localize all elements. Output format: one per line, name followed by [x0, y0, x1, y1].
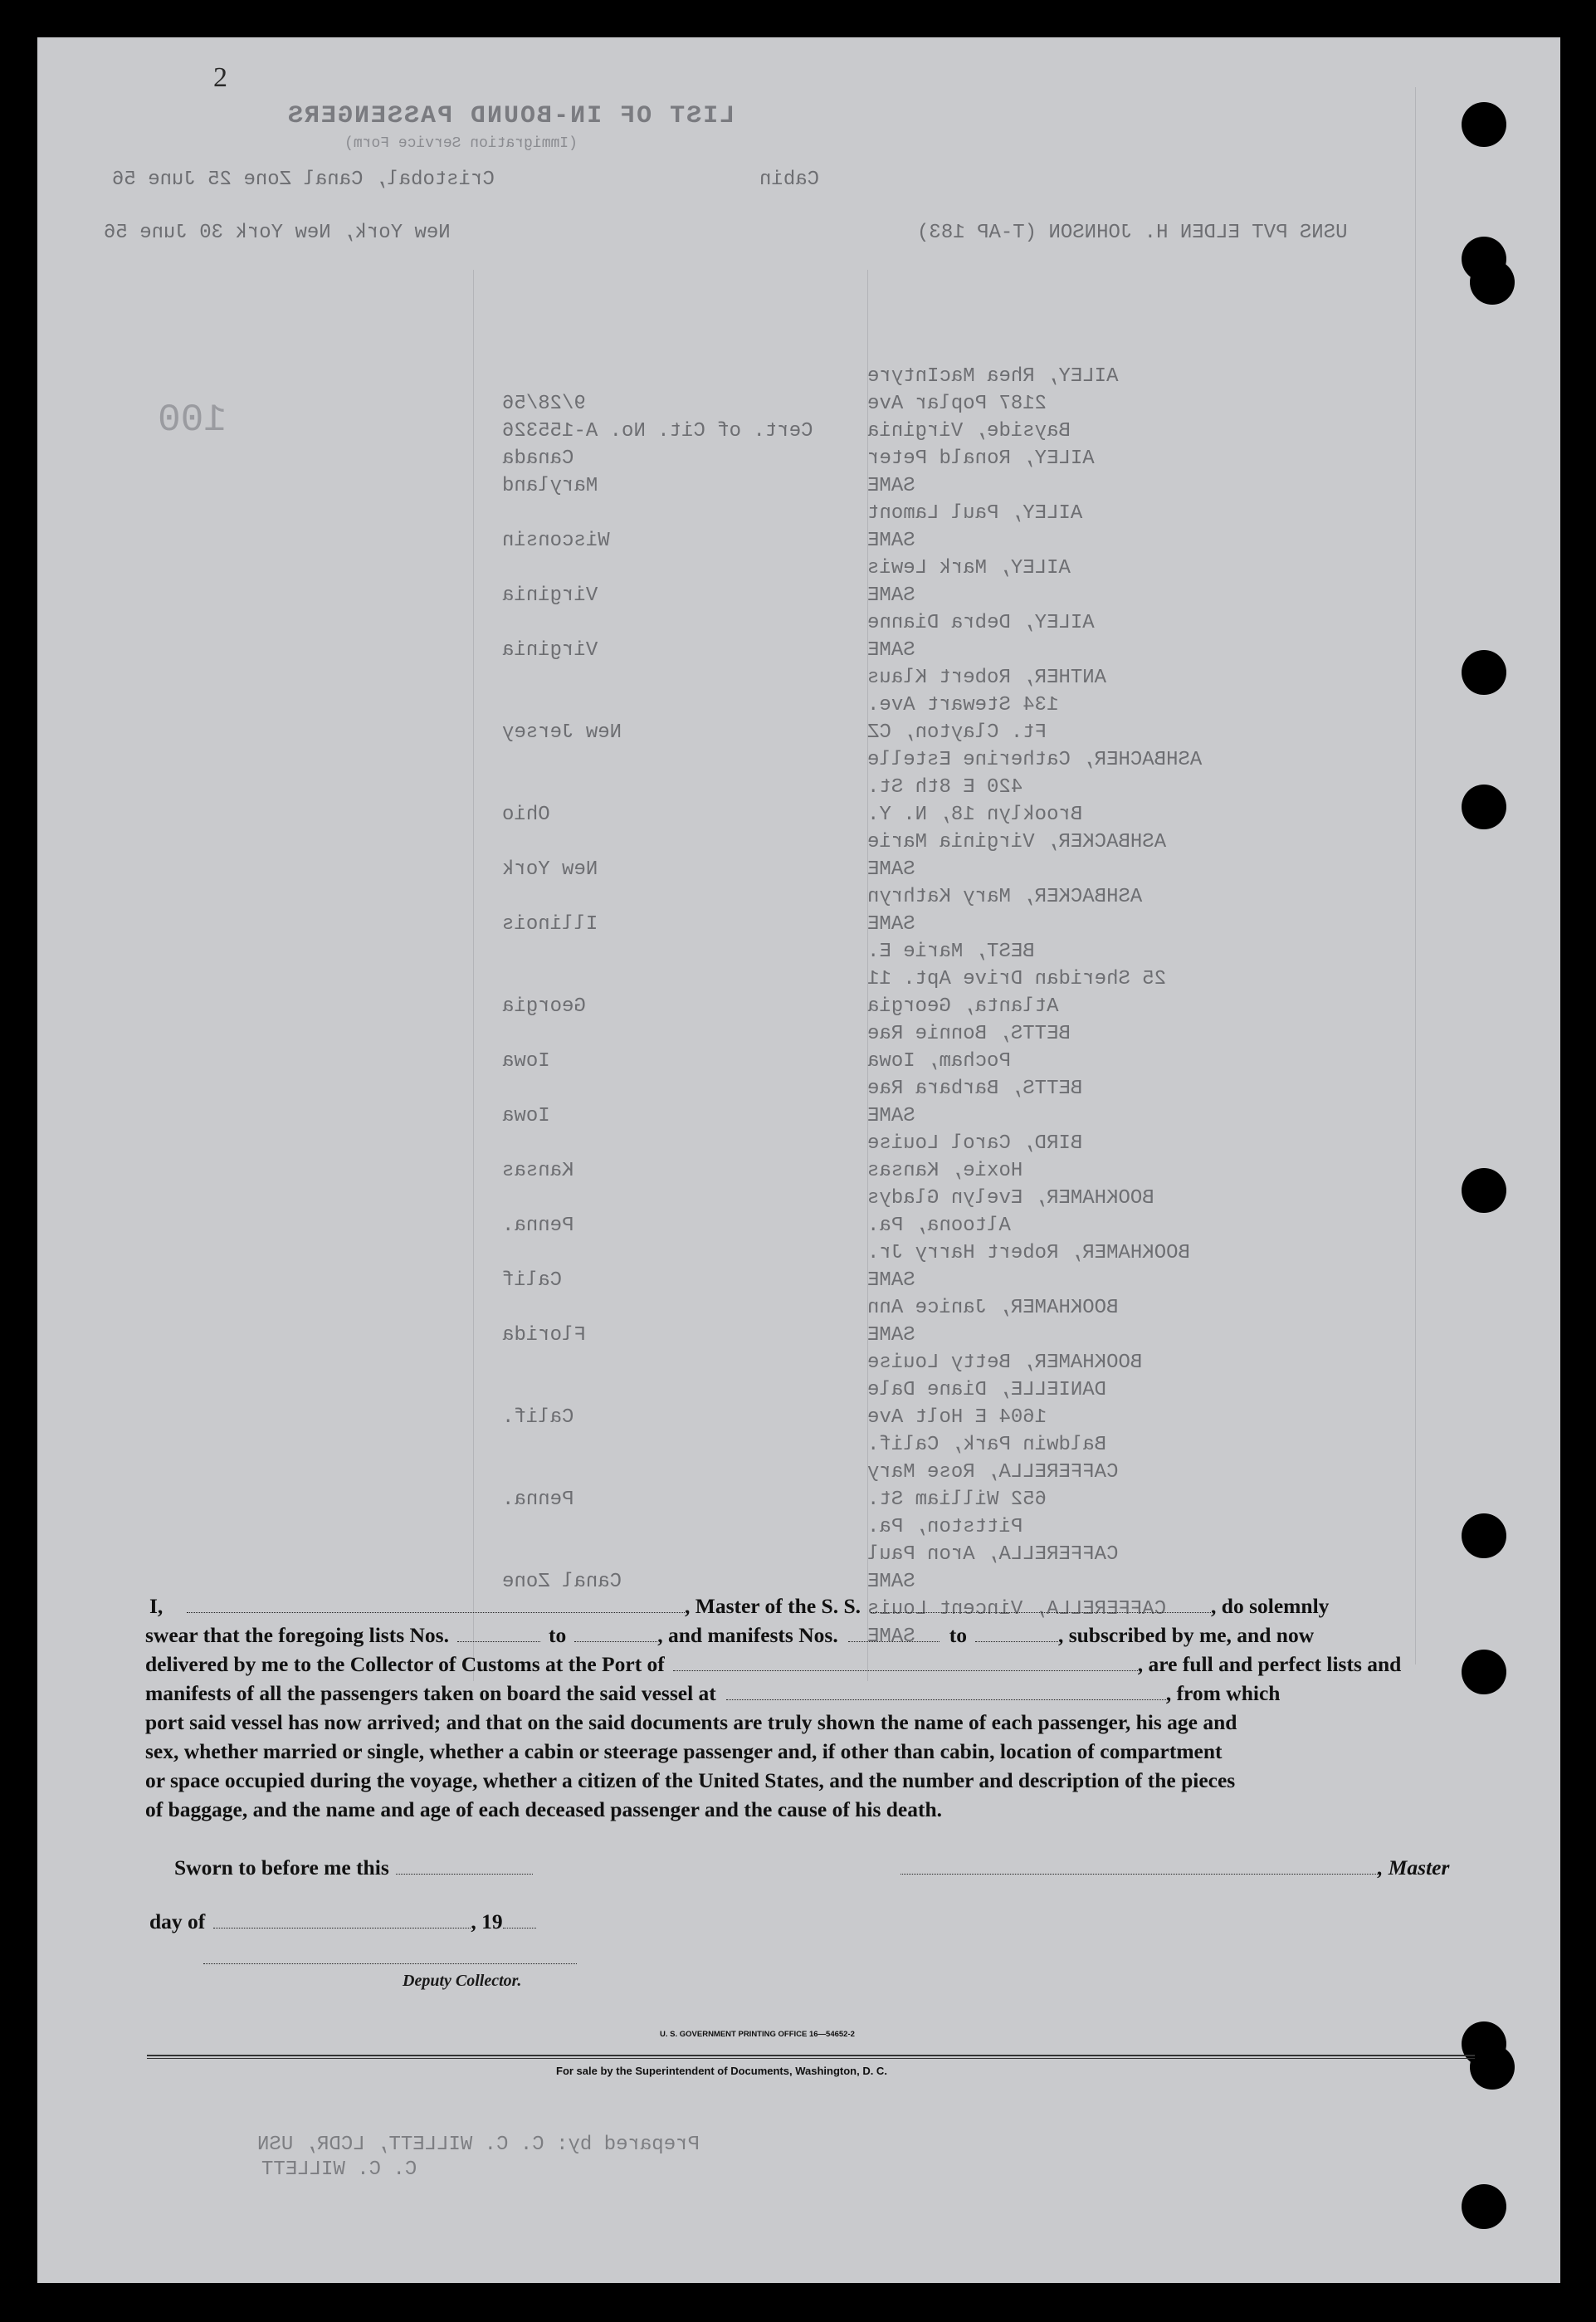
ghost-entry-state: Ohio [502, 804, 550, 826]
ghost-entry-text: AILEY, Paul Lamont [867, 502, 1083, 525]
oath-port-label: delivered by me to the Collector of Customs at the Port of [145, 1652, 665, 1676]
ghost-departure: Cristobal, Canal Zone 25 June 56 [112, 169, 495, 191]
ghost-entry-state: Wisconsin [502, 530, 610, 552]
ghost-entry-state: Virginia [502, 639, 598, 662]
manifest-to-blank[interactable] [975, 1625, 1058, 1642]
ghost-stamp-number: 100 [158, 398, 227, 442]
ghost-entry-text: Bayside, Virginia [867, 420, 1071, 442]
ghost-column-rule [473, 270, 474, 1681]
punch-hole [1462, 1513, 1506, 1558]
ghost-entry-state: 9/28/56 [502, 393, 586, 415]
for-sale-note: For sale by the Superintendent of Documents, Washington, D. C. [556, 2065, 887, 2077]
oath-line-4 [145, 1681, 1469, 1706]
deputy-signature-blank[interactable] [203, 1963, 577, 1964]
sworn-line [174, 1855, 533, 1880]
ghost-entry-state: Calif. [502, 1406, 574, 1429]
ghost-entry-state: Illinois [502, 913, 598, 936]
oath-line-1 [149, 1594, 1473, 1619]
ghost-entry-text: Hoxie, Kansas [867, 1160, 1023, 1182]
ghost-entry-text: Brooklyn 18, N. Y. [867, 804, 1083, 826]
ghost-entry-state: Kansas [502, 1160, 574, 1182]
ghost-entry-text: BOOKHAMER, Evelyn Gladys [867, 1187, 1154, 1210]
ghost-entry-text: DANIELLE, Diane Dale [867, 1379, 1107, 1401]
oath-line-3 [145, 1652, 1469, 1677]
oath-line-6: sex, whether married or single, whether a cabin or steerage passenger and, if other than cabin, location of compartment [145, 1739, 1223, 1763]
master-signature-blank[interactable] [900, 1857, 1378, 1875]
ghost-entry-state: Iowa [502, 1050, 550, 1073]
ghost-column-rule [1415, 87, 1416, 1665]
printing-office-note: U. S. GOVERNMENT PRINTING OFFICE 16—54652-2 [660, 2030, 855, 2039]
ghost-list-subtitle: (Immigration Service Form) [344, 135, 578, 152]
ghost-entry-state: Maryland [502, 475, 598, 497]
ghost-entry-text: ASHBACKER, Mary Kathryn [867, 886, 1143, 908]
ghost-entry-text: SAME [867, 1324, 915, 1347]
ghost-entry-text: CAFFERELLA, Rose Mary [867, 1461, 1119, 1484]
ghost-entry-text: Baldwin Park, Calif. [867, 1434, 1107, 1456]
oath-line-7: or space occupied during the voyage, whether a citizen of the United States, and the number and description of the pieces [145, 1768, 1236, 1792]
ghost-entry-text: AILEY, Debra Dianne [867, 612, 1095, 634]
ghost-entry-text: SAME [867, 584, 915, 607]
ghost-class: Cabin [759, 169, 820, 191]
port-blank[interactable] [673, 1654, 1138, 1671]
ghost-entry-text: AILEY, Rhea MacIntyre [867, 365, 1119, 388]
oath-to-label-2: to [949, 1623, 967, 1647]
punch-hole [1462, 2184, 1506, 2229]
oath-manifests-label: , and manifests Nos. [657, 1623, 838, 1647]
list-from-blank[interactable] [457, 1625, 540, 1642]
ghost-entry-text: ASHBACHER, Catherine Estelle [867, 749, 1203, 771]
ghost-entry-text: Atlanta, Georgia [867, 995, 1059, 1018]
ghost-entry-text: SAME [867, 1571, 915, 1593]
punch-hole [1470, 2045, 1515, 2090]
ghost-entry-text: SAME [867, 639, 915, 662]
ghost-vessel: USNS PVT ELDEN H. JOHNSON (T-AP 183) [917, 222, 1348, 244]
list-to-blank[interactable] [574, 1625, 657, 1642]
ghost-entry-text: SAME [867, 1269, 915, 1292]
ghost-list-title: LIST OF IN-BOUND PASSENGERS [286, 102, 735, 130]
oath-solemnly: , do solemnly [1211, 1594, 1330, 1618]
ghost-entry-state: Canal Zone [502, 1571, 622, 1593]
ghost-entry-state: Florida [502, 1324, 586, 1347]
oath-line-5: port said vessel has now arrived; and that on the said documents are truly shown the name of each passenger, his age and [145, 1710, 1237, 1734]
sworn-label: Sworn to before me this [174, 1855, 389, 1880]
ghost-entry-text: BETTS, Bonnie Rae [867, 1023, 1071, 1045]
ghost-entry-text: 1604 E Holt Ave [867, 1406, 1047, 1429]
ghost-entry-text: SAME [867, 475, 915, 497]
oath-master-label: , Master of the S. S. [685, 1594, 861, 1618]
deputy-collector-label: Deputy Collector. [403, 1972, 522, 1990]
ship-name-blank[interactable] [871, 1596, 1211, 1613]
ghost-entry-state: Canada [502, 447, 574, 470]
ghost-entry-text: 652 William St. [867, 1489, 1047, 1511]
day-of-line [149, 1909, 536, 1934]
month-blank[interactable] [213, 1911, 471, 1928]
ghost-entry-text: SAME [867, 1105, 915, 1127]
ghost-entry-state: New Jersey [502, 721, 622, 744]
ghost-entry-text: ASHBACKER, Virginia Marie [867, 831, 1167, 853]
oath-taken-label: manifests of all the passengers taken on board the said vessel at [145, 1681, 716, 1705]
ghost-entry-state: Virginia [502, 584, 598, 607]
ghost-entry-text: BOOKHAMER, Janice Ann [867, 1297, 1119, 1319]
oath-full-perfect: , are full and perfect lists and [1137, 1652, 1402, 1676]
year-prefix: , 19 [471, 1909, 503, 1933]
ghost-entry-state: Georgia [502, 995, 586, 1018]
ghost-entry-state: Calif [502, 1269, 563, 1292]
manifest-from-blank[interactable] [848, 1625, 940, 1642]
ghost-entry-text: BOOKHAMER, Betty Louise [867, 1352, 1143, 1374]
ghost-entry-state: Penna. [502, 1215, 574, 1237]
oath-from-which: , from which [1165, 1681, 1281, 1705]
ghost-entry-state: Penna. [502, 1489, 574, 1511]
sworn-date-blank[interactable] [396, 1857, 533, 1875]
ghost-entry-text: BETTS, Barbara Rae [867, 1078, 1083, 1100]
punch-hole [1462, 650, 1506, 695]
oath-line-8: of baggage, and the name and age of each deceased passenger and the cause of his death. [145, 1797, 943, 1821]
ghost-prepared-by: Prepared by: C. C. WILLETT, LCDR, USN [257, 2134, 700, 2156]
ghost-entry-text: Pittston, Pa. [867, 1516, 1023, 1538]
ghost-entry-text: AILEY, Ronald Peter [867, 447, 1095, 470]
oath-to-label: to [548, 1623, 567, 1647]
ghost-entry-text: 2187 Poplar Ave [867, 393, 1047, 415]
ghost-entry-text: ANTHER, Robert Klaus [867, 667, 1107, 689]
ghost-entry-text: SAME [867, 913, 915, 936]
ghost-entry-state: Cert. of Cit. No. A-155326 [502, 420, 813, 442]
master-label: , Master [1378, 1855, 1450, 1880]
punch-hole [1462, 102, 1506, 147]
ghost-entry-text: Ft. Clayton, CZ [867, 721, 1047, 744]
master-signature-line [900, 1855, 1449, 1880]
embark-port-blank[interactable] [726, 1683, 1166, 1700]
ghost-entry-text: SAME [867, 1625, 915, 1648]
oath-line-2 [145, 1623, 1469, 1648]
ghost-entry-text: SAME [867, 858, 915, 881]
ghost-entry-text: Altoona, Pa. [867, 1215, 1011, 1237]
ghost-entry-text: 25 Sheridan Drive Apt. 11 [867, 968, 1167, 990]
ghost-entry-state: New York [502, 858, 598, 881]
footer-rule-bottom [147, 2058, 1475, 2059]
ghost-prepared-by-name: C. C. WILLETT [261, 2158, 417, 2181]
ghost-entry-text: 420 E 8th St. [867, 776, 1023, 799]
ghost-entry-text: BIRD, Carol Louise [867, 1132, 1083, 1155]
punch-hole [1470, 260, 1515, 305]
punch-hole [1462, 785, 1506, 829]
ghost-arrival: New York, New York 30 June 56 [104, 222, 451, 244]
document-page [37, 37, 1560, 2283]
ghost-entry-text: SAME [867, 530, 915, 552]
oath-i: I, [149, 1594, 164, 1618]
oath-subscribed: , subscribed by me, and now [1057, 1623, 1315, 1647]
footer-rule-top [147, 2055, 1475, 2056]
oath-lists-label: swear that the foregoing lists Nos. [145, 1623, 449, 1647]
ghost-entry-text: 134 Stewart Ave. [867, 694, 1059, 716]
ghost-entry-state: Iowa [502, 1105, 550, 1127]
year-blank[interactable] [503, 1911, 536, 1928]
ghost-entry-text: AILEY, Mark Lewis [867, 557, 1071, 579]
master-name-blank[interactable] [187, 1596, 685, 1613]
page-number: 2 [213, 62, 227, 93]
day-of-label: day of [149, 1909, 206, 1933]
punch-hole [1462, 1168, 1506, 1213]
ghost-entry-text: CAFFERELLA, Vincent Louis [867, 1598, 1167, 1621]
ghost-entry-text: BEST, Marie E. [867, 941, 1035, 963]
ghost-entry-text: Pocham, Iowa [867, 1050, 1011, 1073]
ghost-entry-text: CAFFERELLA, Aron Paul [867, 1543, 1119, 1566]
ghost-entry-text: BOOKHAMER, Robert Harry Jr. [867, 1242, 1190, 1264]
